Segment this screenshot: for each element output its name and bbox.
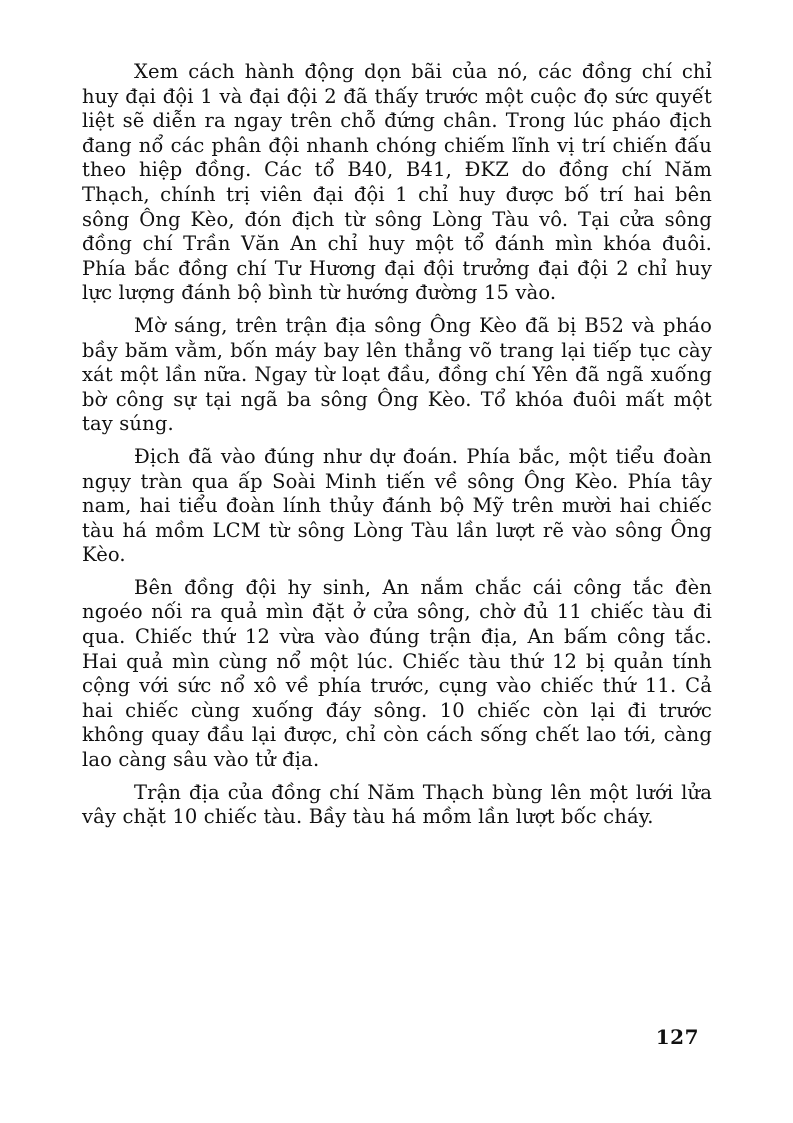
paragraph-2: Mờ sáng, trên trận địa sông Ông Kèo đã bị B52 và pháo bầy băm vằm, bốn máy bay lên thẳng võ trang lại tiếp tục cày xát một lần nữa. Ngay từ loạt đầu, đồng chí Yên đã ngã xuống bờ công sự tại ngã ba sông Ông Kèo. Tổ khóa đuôi mất một tay súng. — [82, 313, 712, 436]
paragraph-3: Địch đã vào đúng như dự đoán. Phía bắc, một tiểu đoàn ngụy tràn qua ấp Soài Minh tiến về sông Ông Kèo. Phía tây nam, hai tiểu đoàn lính thủy đánh bộ Mỹ trên mười hai chiếc tàu há mồm LCM từ sông Lòng Tàu lần lượt rẽ vào sông Ông Kèo. — [82, 444, 712, 567]
paragraph-5: Trận địa của đồng chí Năm Thạch bùng lên một lưới lửa vây chặt 10 chiếc tàu. Bầy tàu há mồm lần lượt bốc cháy. — [82, 780, 712, 829]
paragraph-4: Bên đồng đội hy sinh, An nắm chắc cái công tắc đèn ngoéo nối ra quả mìn đặt ở cửa sông, chờ đủ 11 chiếc tàu đi qua. Chiếc thứ 12 vừa vào đúng trận địa, An bấm công tắc. Hai quả mìn cùng nổ một lúc. Chiếc tàu thứ 12 bị quản tính cộng với sức nổ xô về phía trước, cụng vào chiếc thứ 11. Cả hai chiếc cùng xuống đáy sông. 10 chiếc còn lại đi trước không quay đầu lại được, chỉ còn cách sống chết lao tới, càng lao càng sâu vào tử địa. — [82, 575, 712, 772]
body-text — [82, 60, 712, 830]
paragraph-1: Xem cách hành động dọn bãi của nó, các đồng chí chỉ huy đại đội 1 và đại đội 2 đã thấy trước một cuộc đọ sức quyết liệt sẽ diễn ra ngay trên chỗ đứng chân. Trong lúc pháo địch đang nổ các phân đội nhanh chóng chiếm lĩnh vị trí chiến đấu theo hiệp đồng. Các tổ B40, B41, ĐKZ do đồng chí Năm Thạch, chính trị viên đại đội 1 chỉ huy được bố trí hai bên sông Ông Kèo, đón địch từ sông Lòng Tàu vô. Tại cửa sông đồng chí Trần Văn An chỉ huy một tổ đánh mìn khóa đuôi. Phía bắc đồng chí Tư Hương đại đội trưởng đại đội 2 chỉ huy lực lượng đánh bộ bình từ hướng đường 15 vào. — [82, 60, 712, 305]
page-number: 127 — [655, 1025, 699, 1049]
